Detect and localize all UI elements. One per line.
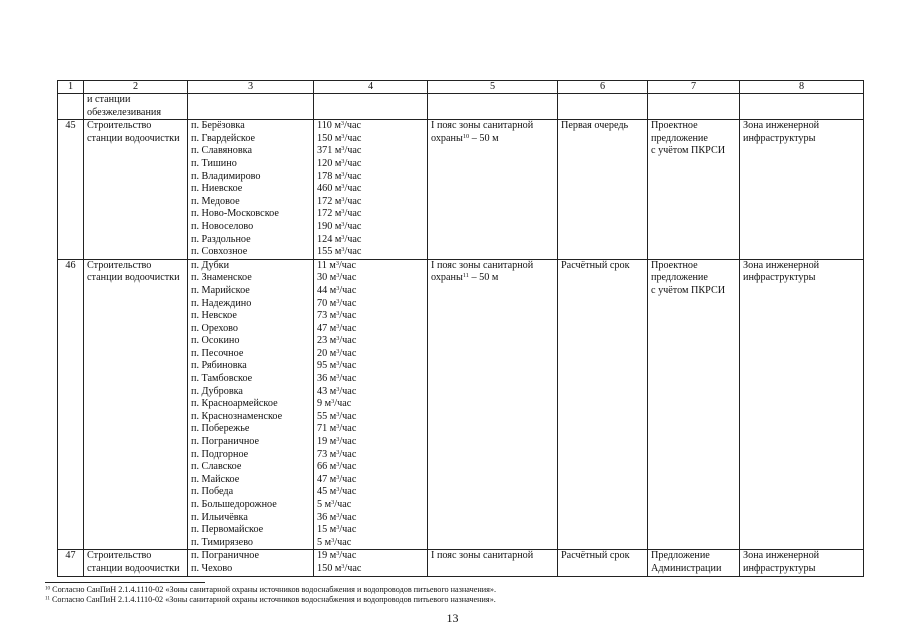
zone-line xyxy=(431,272,554,285)
place-name: п. Красноармейское xyxy=(191,398,278,410)
capacity-number: 55 м xyxy=(317,410,337,422)
capacity-number: 155 м xyxy=(317,246,342,258)
capacity-number: 5 м xyxy=(317,499,332,510)
place-name: п. Гвардейское xyxy=(191,132,256,144)
capacity-unit: /час xyxy=(339,448,357,460)
cubic-superscript: 3 xyxy=(335,259,339,267)
place-name: п. Новоселово xyxy=(191,220,254,232)
capacity-value xyxy=(317,398,424,411)
capacity-value xyxy=(317,537,424,550)
place-name: п. Славяновка xyxy=(191,145,252,157)
object-cell xyxy=(84,550,188,576)
capacity-unit: /час xyxy=(339,436,357,448)
capacity-number: 36 м xyxy=(317,511,337,523)
capacity-number: 124 м xyxy=(317,233,342,245)
status-line: предложение xyxy=(651,272,708,284)
capacity-cell xyxy=(314,120,428,260)
status-line: Проектное xyxy=(651,120,698,132)
capacity-unit: /час xyxy=(344,195,362,207)
place-name: п. Тамбовское xyxy=(191,373,253,385)
footnote-11 xyxy=(45,595,865,605)
capacity-unit: /час xyxy=(344,246,362,258)
zone-type-line: инфраструктуры xyxy=(743,562,816,574)
capacity-unit: /час xyxy=(339,284,357,296)
place-name: п. Песочное xyxy=(191,347,244,359)
footnotes xyxy=(45,582,865,606)
place-name: п. Побережье xyxy=(191,423,250,435)
table-row xyxy=(58,259,864,550)
capacity-value xyxy=(317,550,424,563)
zone-cell xyxy=(428,259,558,550)
capacity-number: 178 м xyxy=(317,170,342,182)
capacity-number: 11 м xyxy=(317,259,336,271)
cubic-superscript: 3 xyxy=(336,511,340,519)
header-cell: 3 xyxy=(188,81,314,94)
capacity-number: 19 м xyxy=(317,550,337,562)
place-name: п. Пограничное xyxy=(191,550,260,562)
place-name: п. Совхозное xyxy=(191,246,248,258)
place-name: п. Славское xyxy=(191,461,242,473)
status-line: предложение xyxy=(651,132,708,144)
place-name: п. Осокино xyxy=(191,335,240,347)
capacity-number: 70 м xyxy=(317,297,337,309)
place-name: п. Берёзовка xyxy=(191,120,245,132)
zone-text: охраны xyxy=(431,272,463,284)
capacity-number: 66 м xyxy=(317,461,337,473)
footnote-text: Согласно СанПиН 2.1.4.1110-02 «Зоны санитарной охраны источников водоснабжения и водопроводов питьевого назначения». xyxy=(52,585,497,594)
cubic-superscript: 3 xyxy=(336,297,340,305)
capacity-value xyxy=(317,272,424,285)
capacity-unit: /час xyxy=(334,499,352,510)
capacity-number: 43 м xyxy=(317,385,337,397)
status-cell xyxy=(648,94,740,120)
footnote-rule xyxy=(45,582,205,583)
row-number-cell: 45 xyxy=(58,120,84,260)
capacity-unit: /час xyxy=(344,145,362,157)
capacity-number: 110 м xyxy=(317,120,341,132)
zone-text: охраны xyxy=(431,132,463,144)
capacity-unit: /час xyxy=(334,398,352,410)
capacity-value xyxy=(317,563,424,576)
capacity-number: 71 м xyxy=(317,423,337,435)
capacity-unit: /час xyxy=(339,322,357,334)
object-line: Строительство xyxy=(87,550,152,562)
capacity-unit: /час xyxy=(344,183,362,195)
zone-text: – 50 м xyxy=(468,272,499,284)
capacity-unit: /час xyxy=(339,335,357,347)
place-name: п. Большедорожное xyxy=(191,499,277,510)
header-cell: 5 xyxy=(428,81,558,94)
place-name: п. Майское xyxy=(191,473,240,485)
capacity-cell xyxy=(314,259,428,550)
cubic-superscript: 3 xyxy=(341,220,345,228)
row-number-cell: 47 xyxy=(58,550,84,576)
zone-text: – 50 м xyxy=(469,132,499,144)
capacity-number: 120 м xyxy=(317,157,342,169)
capacity-value xyxy=(317,486,424,499)
object-line: Строительство xyxy=(87,120,152,132)
capacity-value xyxy=(317,145,424,158)
capacity-value xyxy=(317,499,424,512)
places-cell xyxy=(188,94,314,120)
cubic-superscript: 3 xyxy=(336,410,340,418)
cubic-superscript: 3 xyxy=(341,195,345,203)
place-name: п. Раздольное xyxy=(191,233,251,245)
cubic-superscript: 3 xyxy=(341,245,345,253)
capacity-unit: /час xyxy=(339,410,357,422)
zone-line: I пояс зоны санитарной xyxy=(431,120,534,132)
place-name: п. Тишино xyxy=(191,157,237,169)
place-name: п. Первомайское xyxy=(191,524,264,536)
header-cell: 8 xyxy=(740,81,864,94)
capacity-unit: /час xyxy=(339,423,357,435)
capacity-unit: /час xyxy=(339,524,357,536)
header-cell: 4 xyxy=(314,81,428,94)
place-name: п. Победа xyxy=(191,486,234,498)
cubic-superscript: 3 xyxy=(336,473,340,481)
object-line: станции водоочистки xyxy=(87,272,180,284)
object-line: станции водоочистки xyxy=(87,132,180,144)
place-name: п. Невское xyxy=(191,310,237,322)
capacity-value xyxy=(317,449,424,462)
place-name: п. Орехово xyxy=(191,322,239,334)
zone-cell xyxy=(428,550,558,576)
cubic-superscript: 3 xyxy=(331,536,335,544)
capacity-value xyxy=(317,386,424,399)
capacity-number: 190 м xyxy=(317,220,342,232)
cubic-superscript: 3 xyxy=(336,272,340,280)
capacity-value xyxy=(317,373,424,386)
cubic-superscript: 3 xyxy=(341,183,345,190)
zone-type-line: инфраструктуры xyxy=(743,132,816,144)
capacity-value xyxy=(317,285,424,298)
capacity-unit: /час xyxy=(344,120,362,132)
capacity-number: 73 м xyxy=(317,448,337,460)
place-name: п. Марийское xyxy=(191,284,250,296)
place-name: п. Медовое xyxy=(191,195,240,207)
capacity-number: 95 м xyxy=(317,360,337,372)
object-line: станции водоочистки xyxy=(87,562,180,574)
cubic-superscript: 3 xyxy=(336,385,340,393)
place-name: п. Чехово xyxy=(191,562,233,574)
footnote-10 xyxy=(45,585,865,595)
zone-type-line: Зона инженерной xyxy=(743,550,820,562)
capacity-value xyxy=(317,158,424,171)
capacity-value xyxy=(317,348,424,361)
cubic-superscript: 3 xyxy=(336,524,340,532)
status-cell xyxy=(648,550,740,576)
zone-line xyxy=(431,133,554,146)
place-name: п. Надеждино xyxy=(191,297,252,309)
header-cell: 6 xyxy=(558,81,648,94)
cubic-superscript: 3 xyxy=(336,360,340,368)
capacity-unit: /час xyxy=(344,132,362,144)
capacity-unit: /час xyxy=(339,511,357,523)
capacity-value xyxy=(317,196,424,209)
capacity-number: 460 м xyxy=(317,183,342,195)
capacity-value xyxy=(317,335,424,348)
capacity-unit: /час xyxy=(339,360,357,372)
cubic-superscript: 3 xyxy=(336,486,340,494)
cubic-superscript: 3 xyxy=(341,233,345,241)
table-row xyxy=(58,120,864,260)
cubic-superscript: 3 xyxy=(336,322,340,330)
footnote-text: Согласно СанПиН 2.1.4.1110-02 «Зоны санитарной охраны источников водоснабжения и водопроводов питьевого назначения». xyxy=(51,595,496,605)
capacity-number: 47 м xyxy=(317,322,337,334)
capacity-value xyxy=(317,461,424,474)
header-cell: 1 xyxy=(58,81,84,94)
capacity-number: 44 м xyxy=(317,284,337,296)
place-name: п. Дубки xyxy=(191,259,230,271)
cubic-superscript: 3 xyxy=(336,372,340,380)
capacity-number: 19 м xyxy=(317,436,337,448)
status-cell xyxy=(648,120,740,260)
place-name: п. Тимирязево xyxy=(191,536,254,548)
zone-type-cell xyxy=(740,94,864,120)
capacity-unit: /час xyxy=(344,157,362,169)
capacity-number: 150 м xyxy=(317,132,342,144)
zone-type-line: инфраструктуры xyxy=(743,272,816,284)
capacity-value xyxy=(317,323,424,336)
object-line: Строительство xyxy=(87,259,152,271)
continuation-row xyxy=(58,94,864,120)
cubic-superscript: 3 xyxy=(340,120,345,128)
capacity-number: 20 м xyxy=(317,347,337,359)
capacity-value xyxy=(317,423,424,436)
cubic-superscript: 3 xyxy=(341,145,345,153)
capacity-value xyxy=(317,512,424,525)
place-name: п. Знаменское xyxy=(191,272,252,284)
capacity-value xyxy=(317,524,424,537)
capacity-unit: /час xyxy=(339,385,357,397)
capacity-value xyxy=(317,474,424,487)
term-cell: Первая очередь xyxy=(558,120,648,260)
cubic-superscript: 3 xyxy=(336,435,340,443)
cubic-superscript: 3 xyxy=(336,461,340,469)
place-name: п. Рябиновка xyxy=(191,360,247,372)
cubic-superscript: 3 xyxy=(336,423,340,431)
header-cell: 2 xyxy=(84,81,188,94)
capacity-unit: /час xyxy=(339,310,357,322)
zone-cell xyxy=(428,94,558,120)
place-name: п. Ильичёвка xyxy=(191,511,248,523)
capacity-value xyxy=(317,411,424,424)
cubic-superscript: 3 xyxy=(341,170,345,178)
zone-type-cell xyxy=(740,120,864,260)
place-name: п. Ниевское xyxy=(191,183,243,195)
cubic-superscript: 3 xyxy=(331,398,335,406)
capacity-number: 150 м xyxy=(317,562,342,574)
zone-line: I пояс зоны санитарной xyxy=(431,259,534,271)
place-name: п. Подгорное xyxy=(191,448,249,460)
places-cell xyxy=(188,259,314,550)
cubic-superscript: 3 xyxy=(336,309,340,317)
capacity-number: 45 м xyxy=(317,486,337,498)
capacity-value xyxy=(317,171,424,184)
capacity-cell xyxy=(314,550,428,576)
planning-table xyxy=(57,80,864,577)
status-cell xyxy=(648,259,740,550)
zone-cell xyxy=(428,120,558,260)
zone-type-line: Зона инженерной xyxy=(743,120,820,132)
capacity-value xyxy=(317,133,424,146)
capacity-number: 47 м xyxy=(317,473,337,485)
capacity-value xyxy=(317,260,424,273)
cubic-superscript: 3 xyxy=(336,550,340,558)
capacity-value xyxy=(317,234,424,247)
cubic-superscript: 3 xyxy=(336,335,340,343)
cubic-superscript: 3 xyxy=(341,132,345,140)
term-cell: Расчётный срок xyxy=(558,259,648,550)
cubic-superscript: 3 xyxy=(336,448,340,456)
places-cell xyxy=(188,120,314,260)
capacity-number: 5 м xyxy=(317,536,332,548)
header-cell: 7 xyxy=(648,81,740,94)
status-line: с учётом ПКРСИ xyxy=(651,284,726,296)
status-line: Предложение xyxy=(651,550,710,562)
status-line: с учётом ПКРСИ xyxy=(651,145,726,157)
zone-type-cell xyxy=(740,550,864,576)
table-row xyxy=(58,550,864,576)
capacity-number: 15 м xyxy=(317,524,337,536)
column-number-header xyxy=(58,81,864,94)
capacity-value xyxy=(317,246,424,259)
capacity-value xyxy=(317,310,424,323)
capacity-value xyxy=(317,120,424,133)
zone-type-cell xyxy=(740,259,864,550)
capacity-unit: /час xyxy=(339,473,357,485)
capacity-unit: /час xyxy=(344,220,362,232)
zone-line: I пояс зоны санитарной xyxy=(431,550,534,562)
cubic-superscript: 3 xyxy=(331,498,335,506)
object-line: и станции xyxy=(87,94,131,105)
capacity-number: 172 м xyxy=(317,195,342,207)
capacity-unit: /час xyxy=(339,486,357,498)
capacity-unit: /час xyxy=(344,208,362,220)
object-line: обезжелезивания xyxy=(87,106,162,118)
cubic-superscript: 3 xyxy=(341,562,345,570)
capacity-cell xyxy=(314,94,428,120)
object-cell xyxy=(84,259,188,550)
capacity-number: 73 м xyxy=(317,310,337,322)
cubic-superscript: 3 xyxy=(336,347,340,355)
capacity-number: 36 м xyxy=(317,373,337,385)
capacity-unit: /час xyxy=(339,461,357,473)
place-name: п. Ново-Московское xyxy=(191,208,279,220)
capacity-unit: /час xyxy=(339,373,357,385)
capacity-unit: /час xyxy=(339,272,357,284)
cubic-superscript: 3 xyxy=(341,157,345,165)
object-cell xyxy=(84,94,188,120)
capacity-value xyxy=(317,360,424,373)
capacity-number: 172 м xyxy=(317,208,342,220)
term-cell: Расчётный срок xyxy=(558,550,648,576)
place-name: п. Пограничное xyxy=(191,436,260,448)
capacity-unit: /час xyxy=(334,536,352,548)
capacity-unit: /час xyxy=(339,297,357,309)
place-name: п. Владимирово xyxy=(191,170,261,182)
capacity-value xyxy=(317,183,424,196)
capacity-unit: /час xyxy=(339,550,357,562)
capacity-number: 371 м xyxy=(317,145,342,157)
capacity-number: 9 м xyxy=(317,398,332,410)
capacity-number: 23 м xyxy=(317,335,337,347)
place-name: п. Дубровка xyxy=(191,385,243,397)
cubic-superscript: 3 xyxy=(336,284,340,292)
zone-type-line: Зона инженерной xyxy=(743,259,820,271)
row-number-cell xyxy=(58,94,84,120)
page-number: 13 xyxy=(446,611,459,625)
footnote-ref: 11 xyxy=(462,272,469,280)
places-cell xyxy=(188,550,314,576)
capacity-value xyxy=(317,208,424,221)
capacity-number: 30 м xyxy=(317,272,337,284)
capacity-value xyxy=(317,221,424,234)
place-name: п. Краснознаменское xyxy=(191,410,283,422)
capacity-value xyxy=(317,298,424,311)
status-line: Проектное xyxy=(651,259,698,271)
term-cell xyxy=(558,94,648,120)
capacity-unit: /час xyxy=(338,259,356,271)
capacity-value xyxy=(317,436,424,449)
footnote-mark: 10 xyxy=(45,585,51,592)
status-line: Администрации xyxy=(651,562,722,574)
object-cell xyxy=(84,120,188,260)
capacity-unit: /час xyxy=(344,233,362,245)
row-number-cell: 46 xyxy=(58,259,84,550)
footnote-mark: 11 xyxy=(45,595,50,602)
capacity-unit: /час xyxy=(344,562,362,574)
capacity-unit: /час xyxy=(344,170,362,182)
cubic-superscript: 3 xyxy=(341,208,345,216)
footnote-ref: 10 xyxy=(462,132,470,140)
capacity-unit: /час xyxy=(339,347,357,359)
